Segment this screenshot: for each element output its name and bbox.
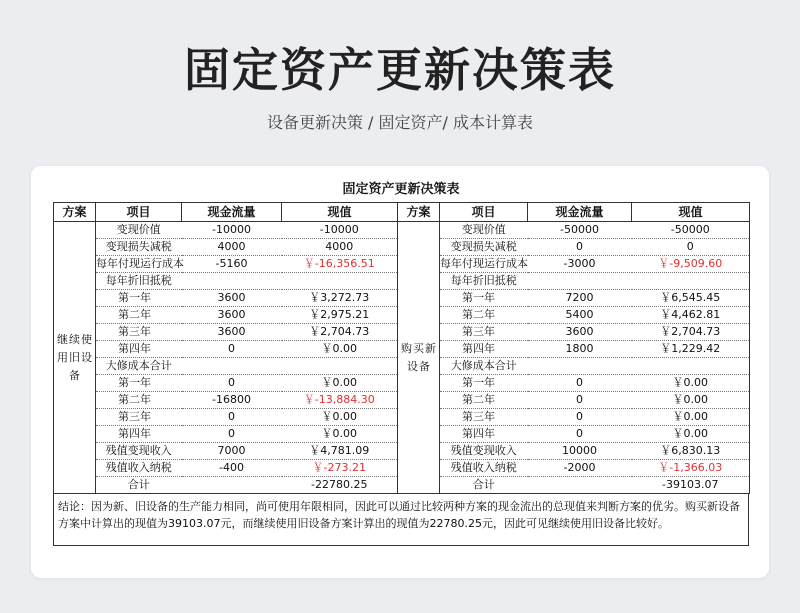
right-item: 第二年 — [440, 307, 528, 324]
right-cashflow — [528, 358, 632, 375]
right-item: 合计 — [440, 477, 528, 494]
left-cashflow: -400 — [182, 460, 282, 477]
right-present-value — [632, 358, 750, 375]
header-item: 项目 — [96, 203, 182, 222]
right-cashflow: 3600 — [528, 324, 632, 341]
left-item: 第三年 — [96, 324, 182, 341]
left-item: 每年付现运行成本 — [96, 256, 182, 273]
sheet-card — [31, 166, 769, 578]
left-item: 第二年 — [96, 307, 182, 324]
right-present-value: ￥-1,366.03 — [632, 460, 750, 477]
left-cashflow: -5160 — [182, 256, 282, 273]
left-present-value: ￥-16,356.51 — [282, 256, 398, 273]
sheet-title: 固定资产更新决策表 — [342, 182, 460, 197]
left-item: 合计 — [96, 477, 182, 494]
right-present-value: 0 — [632, 239, 750, 256]
right-item: 第四年 — [440, 341, 528, 358]
page-title: 固定资产更新决策表 — [184, 43, 616, 97]
left-plan-label: 继续使用旧设备 — [54, 222, 96, 494]
left-item: 残值变现收入 — [96, 443, 182, 460]
right-item: 残值收入纳税 — [440, 460, 528, 477]
left-item: 第一年 — [96, 290, 182, 307]
left-present-value: ￥4,781.09 — [282, 443, 398, 460]
page-subtitle: 设备更新决策 / 固定资产/ 成本计算表 — [266, 113, 534, 132]
right-present-value: ￥1,229.42 — [632, 341, 750, 358]
right-present-value — [632, 273, 750, 290]
left-item: 残值收入纳税 — [96, 460, 182, 477]
left-cashflow: 3600 — [182, 324, 282, 341]
right-present-value: ￥0.00 — [632, 375, 750, 392]
right-present-value: ￥6,545.45 — [632, 290, 750, 307]
left-cashflow: 0 — [182, 375, 282, 392]
right-cashflow: 5400 — [528, 307, 632, 324]
left-item: 第四年 — [96, 426, 182, 443]
header-cashflow: 现金流量 — [182, 203, 282, 222]
left-item: 第二年 — [96, 392, 182, 409]
right-present-value: ￥-9,509.60 — [632, 256, 750, 273]
right-cashflow: -50000 — [528, 222, 632, 239]
left-present-value: ￥2,975.21 — [282, 307, 398, 324]
right-item: 第一年 — [440, 375, 528, 392]
right-plan-label: 购买新设备 — [398, 222, 440, 494]
right-item: 第三年 — [440, 324, 528, 341]
right-present-value: ￥4,462.81 — [632, 307, 750, 324]
conclusion-text: 结论：因为新、旧设备的生产能力相同，尚可使用年限相同，因此可以通过比较两种方案的现金流出的总现值来判断方案的优劣。购买新设备方案中计算出的现值为39103.07元，而继续使用旧设备方案计算出的现值为22780.25元，因此可见继续使用旧设备比较好。 — [53, 494, 749, 546]
left-cashflow: 7000 — [182, 443, 282, 460]
left-cashflow — [182, 358, 282, 375]
left-present-value: ￥0.00 — [282, 426, 398, 443]
right-present-value: -50000 — [632, 222, 750, 239]
header-present-value: 现值 — [632, 203, 750, 222]
left-cashflow: 0 — [182, 409, 282, 426]
left-item: 大修成本合计 — [96, 358, 182, 375]
left-item: 每年折旧抵税 — [96, 273, 182, 290]
left-item: 第四年 — [96, 341, 182, 358]
left-item: 第一年 — [96, 375, 182, 392]
right-present-value: ￥0.00 — [632, 426, 750, 443]
right-cashflow: -2000 — [528, 460, 632, 477]
left-cashflow — [182, 477, 282, 494]
left-present-value: ￥2,704.73 — [282, 324, 398, 341]
header-present-value: 现值 — [282, 203, 398, 222]
left-cashflow: -16800 — [182, 392, 282, 409]
left-present-value: ￥0.00 — [282, 341, 398, 358]
left-item: 变现损失减税 — [96, 239, 182, 256]
left-present-value: 4000 — [282, 239, 398, 256]
right-item: 大修成本合计 — [440, 358, 528, 375]
right-cashflow: 0 — [528, 375, 632, 392]
header-item: 项目 — [440, 203, 528, 222]
left-present-value: ￥-13,884.30 — [282, 392, 398, 409]
right-cashflow: 1800 — [528, 341, 632, 358]
right-cashflow: 0 — [528, 392, 632, 409]
right-item: 第四年 — [440, 426, 528, 443]
right-cashflow: -3000 — [528, 256, 632, 273]
spreadsheet — [53, 178, 749, 546]
left-present-value — [282, 273, 398, 290]
right-item: 第一年 — [440, 290, 528, 307]
header-plan: 方案 — [54, 203, 96, 222]
left-present-value: ￥-273.21 — [282, 460, 398, 477]
right-cashflow: 7200 — [528, 290, 632, 307]
right-cashflow: 0 — [528, 239, 632, 256]
left-cashflow: 3600 — [182, 290, 282, 307]
right-present-value: ￥0.00 — [632, 392, 750, 409]
right-cashflow: 10000 — [528, 443, 632, 460]
left-present-value: ￥3,272.73 — [282, 290, 398, 307]
right-item: 每年付现运行成本 — [440, 256, 528, 273]
left-present-value: -22780.25 — [282, 477, 398, 494]
left-cashflow: 0 — [182, 426, 282, 443]
left-item: 第三年 — [96, 409, 182, 426]
table-row — [54, 222, 750, 239]
header-cashflow: 现金流量 — [528, 203, 632, 222]
left-present-value: ￥0.00 — [282, 375, 398, 392]
right-present-value: ￥0.00 — [632, 409, 750, 426]
right-item: 第二年 — [440, 392, 528, 409]
left-cashflow: 0 — [182, 341, 282, 358]
left-cashflow: -10000 — [182, 222, 282, 239]
left-cashflow: 3600 — [182, 307, 282, 324]
right-item: 变现损失减税 — [440, 239, 528, 256]
left-present-value — [282, 358, 398, 375]
right-cashflow — [528, 477, 632, 494]
right-item: 残值变现收入 — [440, 443, 528, 460]
right-cashflow — [528, 273, 632, 290]
left-item: 变现价值 — [96, 222, 182, 239]
right-item: 第三年 — [440, 409, 528, 426]
right-cashflow: 0 — [528, 426, 632, 443]
left-present-value: ￥0.00 — [282, 409, 398, 426]
right-present-value: ￥2,704.73 — [632, 324, 750, 341]
right-item: 变现价值 — [440, 222, 528, 239]
right-cashflow: 0 — [528, 409, 632, 426]
right-item: 每年折旧抵税 — [440, 273, 528, 290]
left-present-value: -10000 — [282, 222, 398, 239]
header-row — [54, 203, 750, 222]
left-cashflow: 4000 — [182, 239, 282, 256]
right-present-value: ￥6,830.13 — [632, 443, 750, 460]
header-plan: 方案 — [398, 203, 440, 222]
left-cashflow — [182, 273, 282, 290]
decision-table — [53, 202, 750, 494]
right-present-value: -39103.07 — [632, 477, 750, 494]
